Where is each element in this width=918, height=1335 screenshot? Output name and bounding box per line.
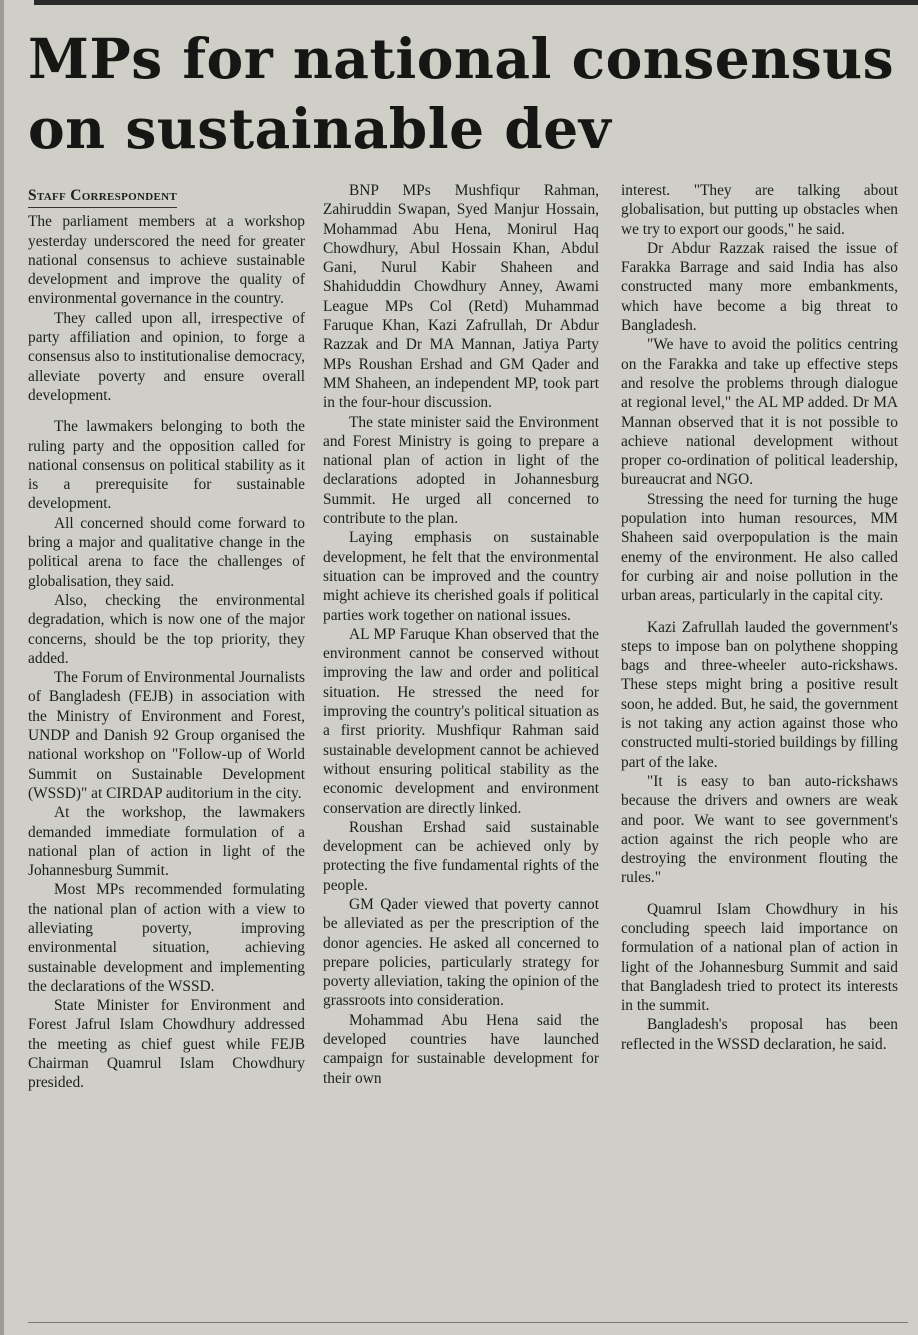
top-border-bar: [34, 0, 918, 5]
paragraph: At the workshop, the lawmakers demanded immediate formulation of a national plan of action in light of the Johannesburg Summit.: [28, 804, 305, 880]
paragraph: Bangladesh's proposal has been reflected in the WSSD declaration, he said.: [621, 1016, 898, 1053]
paragraph: AL MP Faruque Khan observed that the environment cannot be conserved without improving the law and order and political situation. He stressed the need for improving the country's political situation as a first priority. Mushfiqur Rahman said sustainable development cannot be achieved without ensuring political stability as the economic development and environment conservation are directly linked.: [323, 625, 599, 817]
left-margin-rule: [0, 0, 4, 1335]
paragraph: Roushan Ershad said sustainable development can be achieved only by protecting the five fundamental rights of the people.: [323, 818, 599, 894]
paragraph: Quamrul Islam Chowdhury in his concluding speech laid importance on formulation of a national plan of action in light of the Johannesburg Summit and said that Bangladesh tried to protect its interests in the summit.: [621, 900, 898, 1015]
paragraph: The Forum of Environmental Journalists of Bangladesh (FEJB) in association with the Ministry of Environment and Forest, UNDP and Danish 92 Group organised the national workshop on "Follow-up of World Summit on Sustainable Development (WSSD)" at CIRDAP auditorium in the city.: [28, 669, 305, 802]
paragraph: The parliament members at a workshop yesterday underscored the need for greater national consensus to achieve sustainable development and improve the quality of environmental governance in the country.: [28, 213, 305, 308]
paragraph: Also, checking the environmental degradation, which is now one of the major concerns, should be the top priority, they added.: [28, 591, 305, 667]
paragraph: "We have to avoid the politics centring on the Farakka and take up effective steps and resolve the problems through dialogue at regional level," the AL MP added. Dr MA Mannan observed that it is not possible to achieve national development without proper co-ordination of political leadership, bureaucrat and NGO.: [621, 336, 898, 489]
paragraph: Laying emphasis on sustainable development, he felt that the environmental situation can be improved and the country might achieve its cherished goals if political parties work together on national issues.: [323, 529, 599, 624]
article-headline: MPs for national consensus on sustainable dev: [28, 26, 895, 161]
paragraph: Kazi Zafrullah lauded the government's steps to impose ban on polythene shopping bags and three-wheeler auto-rickshaws. These steps might bring a positive result soon, he added. But, he said, the government is not taking any action against those who constructed multi-storied buildings by filling part of the lake.: [621, 618, 898, 771]
paragraph: Stressing the need for turning the huge population into human resources, MM Shaheen said overpopulation is the main enemy of the environment. He also called for curbing air and noise pollution in the urban areas, particularly in the capital city.: [621, 490, 898, 605]
paragraph: "It is easy to ban auto-rickshaws because the drivers and owners are weak and poor. We want to see government's action against the rich people who are destroying the environment flouting the rules.": [621, 772, 898, 887]
bottom-rule: [28, 1322, 908, 1323]
article-column-2: [323, 181, 599, 1088]
article-column-1: [28, 186, 305, 1093]
paragraph: The state minister said the Environment and Forest Ministry is going to prepare a national plan of action in light of the declarations adopted in Johannesburg Summit. He urged all concerned to contribute to the plan.: [323, 413, 599, 528]
paragraph: Mohammad Abu Hena said the developed countries have launched campaign for sustainable development for their own: [323, 1011, 599, 1087]
paragraph: BNP MPs Mushfiqur Rahman, Zahiruddin Swapan, Syed Manjur Hossain, Mohammad Abu Hena, Monirul Haq Chowdhury, Abul Hossain Khan, Abdul Gani, Nurul Kabir Shaheen and Shahiduddin Chowdhury Anney, Awami League MPs Col (Retd) Muhammad Faruque Khan, Kazi Zafrullah, Dr Abdur Razzak and Dr MA Mannan, Jatiya Party MPs Roushan Ershad and GM Qader and MM Shaheen, an independent MP, took part in the four-hour discussion.: [323, 182, 599, 412]
paragraph: GM Qader viewed that poverty cannot be alleviated as per the prescription of the donor agencies. He asked all concerned to prepare policies, particularly strategy for poverty alleviation, taking the opinion of the grassroots into consideration.: [323, 895, 599, 1010]
paragraph: interest. "They are talking about globalisation, but putting up obstacles when we try to export our goods," he said.: [621, 182, 898, 238]
article-column-3: [621, 181, 898, 1054]
paragraph: All concerned should come forward to bring a major and qualitative change in the political arena to face the challenges of globalisation, they said.: [28, 514, 305, 590]
paragraph: Dr Abdur Razzak raised the issue of Farakka Barrage and said India has also constructed many more embankments, which have become a big threat to Bangladesh.: [621, 239, 898, 335]
paragraph: They called upon all, irrespective of party affiliation and opinion, to forge a consensus also to institutionalise democracy, alleviate poverty and ensure overall development.: [28, 309, 305, 404]
byline: Staff Correspondent: [28, 186, 177, 208]
paragraph: State Minister for Environment and Forest Jafrul Islam Chowdhury addressed the meeting as chief guest while FEJB Chairman Quamrul Islam Chowdhury presided.: [28, 997, 305, 1092]
paragraph: Most MPs recommended formulating the national plan of action with a view to alleviating poverty, improving environmental situation, achieving sustainable development and implementing the declarations of the WSSD.: [28, 881, 305, 995]
paragraph: The lawmakers belonging to both the ruling party and the opposition called for national consensus on political stability as it is a prerequisite for sustainable development.: [28, 418, 305, 513]
